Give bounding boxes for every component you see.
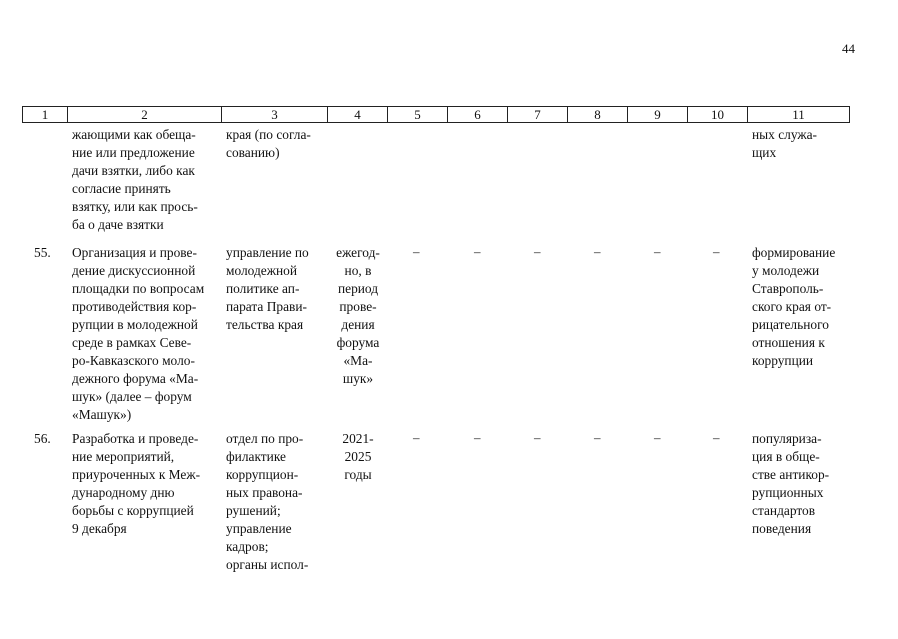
column-header: 7 — [508, 106, 568, 123]
column-header: 8 — [568, 106, 628, 123]
row-number: 55. — [34, 245, 51, 260]
cont-col11 — [752, 126, 846, 162]
text-line: отдел по про- — [226, 431, 304, 446]
text-line: тельства края — [226, 317, 304, 332]
text-line: ского края от- — [752, 299, 832, 314]
dash-cell: – — [534, 430, 541, 445]
column-header: 10 — [688, 106, 748, 123]
dash-cell: – — [534, 244, 541, 259]
text-line: шук» — [342, 371, 374, 386]
text-line: филактике — [226, 449, 286, 464]
text-line: отношения к — [752, 335, 825, 350]
text-line: дачи взятки, либо как — [72, 163, 195, 178]
text-line: ние мероприятий, — [72, 449, 175, 464]
row56-col11 — [752, 430, 846, 538]
text-line: дение дискуссионной — [72, 263, 196, 278]
text-line: «Ма- — [343, 353, 373, 368]
text-line: период — [337, 281, 379, 296]
dash-cell: – — [594, 430, 601, 445]
text-line: ба о даче взятки — [72, 217, 164, 232]
text-line: форума — [336, 335, 380, 350]
text-line: управление — [226, 521, 292, 536]
text-line: Разработка и проведе- — [72, 431, 199, 446]
text-line: формирование — [752, 245, 836, 260]
text-line: политике ап- — [226, 281, 300, 296]
dash-cell: – — [413, 430, 420, 445]
text-line: ежегод- — [336, 245, 380, 260]
text-line: Организация и прове- — [72, 245, 197, 260]
text-line: площадки по вопросам — [72, 281, 205, 296]
text-line: борьбы с коррупцией — [72, 503, 194, 518]
cont-col2 — [72, 126, 218, 234]
text-line: дународному дню — [72, 485, 175, 500]
dash-cell: – — [474, 430, 481, 445]
column-header: 9 — [628, 106, 688, 123]
dash-cell: – — [594, 244, 601, 259]
text-line: 9 декабря — [72, 521, 127, 536]
column-header: 2 — [68, 106, 222, 123]
text-line: органы испол- — [226, 557, 309, 572]
text-line: коррупцион- — [226, 467, 299, 482]
text-line: ция в обще- — [752, 449, 820, 464]
dash-cell: – — [713, 244, 720, 259]
dash-cell: – — [413, 244, 420, 259]
row55-col3 — [226, 244, 326, 334]
text-line: популяриза- — [752, 431, 822, 446]
column-header: 11 — [748, 106, 850, 123]
dash-cell: – — [713, 430, 720, 445]
dash-cell: – — [654, 430, 661, 445]
text-line: сованию) — [226, 145, 280, 160]
text-line: но, в — [344, 263, 372, 278]
text-line: «Машук») — [72, 407, 132, 422]
text-line: согласие принять — [72, 181, 171, 196]
row55-col4 — [328, 244, 388, 388]
page-number: 44 — [842, 41, 855, 56]
row56-col3 — [226, 430, 326, 574]
text-line: управление по — [226, 245, 309, 260]
text-line: ных правона- — [226, 485, 303, 500]
text-line: рупционных — [752, 485, 824, 500]
text-line: годы — [344, 467, 372, 482]
row56-col2 — [72, 430, 218, 538]
text-line: прове- — [339, 299, 377, 314]
text-line: рупции в молодежной — [72, 317, 198, 332]
text-line: дения — [341, 317, 375, 332]
row56-col4 — [328, 430, 388, 484]
column-header: 1 — [22, 106, 68, 123]
text-line: щих — [752, 145, 777, 160]
column-header: 6 — [448, 106, 508, 123]
row-number: 56. — [34, 431, 51, 446]
column-header: 5 — [388, 106, 448, 123]
text-line: поведения — [752, 521, 812, 536]
text-line: 2021- — [342, 431, 374, 446]
text-line: 2025 — [344, 449, 372, 464]
text-line: ние или предложение — [72, 145, 195, 160]
text-line: приуроченных к Меж- — [72, 467, 201, 482]
column-header: 4 — [328, 106, 388, 123]
text-line: кадров; — [226, 539, 269, 554]
text-line: шук» (далее – форум — [72, 389, 192, 404]
text-line: у молодежи — [752, 263, 820, 278]
dash-cell: – — [654, 244, 661, 259]
text-line: рушений; — [226, 503, 281, 518]
text-line: противодействия кор- — [72, 299, 197, 314]
dash-cell: – — [474, 244, 481, 259]
text-line: края (по согла- — [226, 127, 311, 142]
row55-col2 — [72, 244, 218, 424]
text-line: стандартов — [752, 503, 816, 518]
text-line: рицательного — [752, 317, 829, 332]
text-line: коррупции — [752, 353, 814, 368]
cont-col3 — [226, 126, 326, 162]
text-line: парата Прави- — [226, 299, 307, 314]
text-line: ных служа- — [752, 127, 818, 142]
text-line: ро-Кавказского моло- — [72, 353, 195, 368]
text-line: жающими как обеща- — [72, 127, 196, 142]
text-line: дежного форума «Ма- — [72, 371, 199, 386]
text-line: среде в рамках Севе- — [72, 335, 192, 350]
text-line: взятку, или как прось- — [72, 199, 198, 214]
text-line: стве антикор- — [752, 467, 830, 482]
text-line: молодежной — [226, 263, 298, 278]
column-header: 3 — [222, 106, 328, 123]
row55-col11 — [752, 244, 846, 370]
text-line: Ставрополь- — [752, 281, 824, 296]
